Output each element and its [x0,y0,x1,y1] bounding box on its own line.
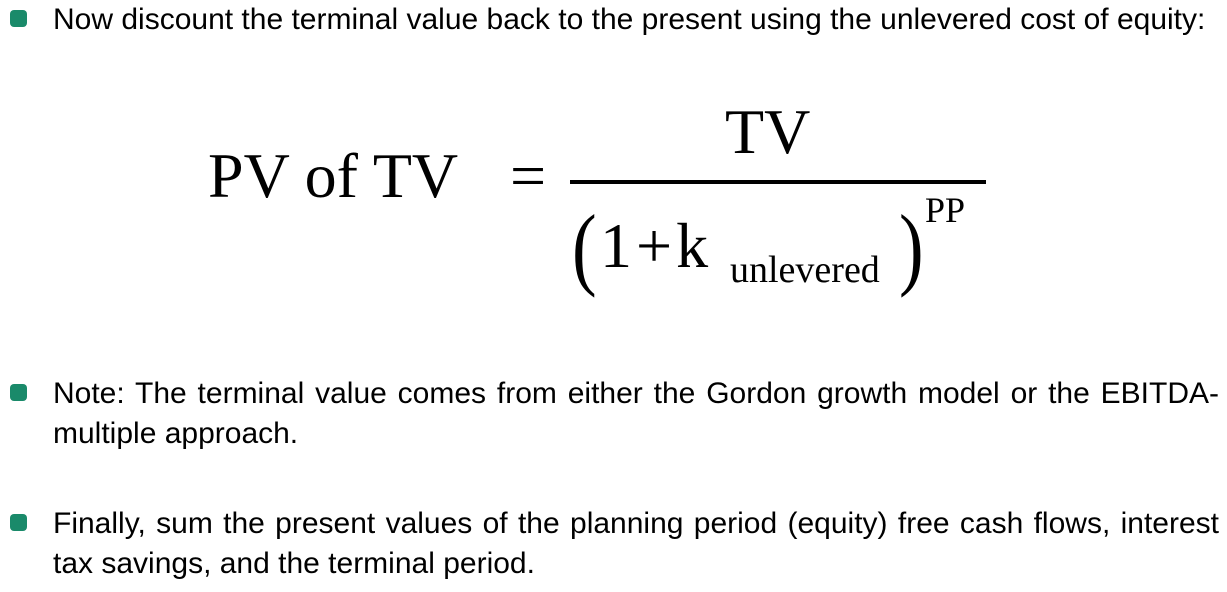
bullet-text: Note: The terminal value comes from either the Gordon growth model or the EBITDA- multiple approach. [53,377,1219,450]
formula-one: 1 [600,210,632,281]
formula-subscript: unlevered [730,249,880,291]
formula-equals: = [510,140,547,211]
formula-exponent: PP [925,190,966,230]
formula-plus: + [636,210,673,281]
bullet-text: Now discount the terminal value back to the present using the unlevered cost of equity: [53,3,1206,36]
close-paren: ) [899,196,924,300]
bullet-icon [10,514,27,531]
bullet-icon [10,384,27,401]
fraction-bar [570,180,986,184]
formula-denominator [600,210,708,282]
open-paren: ( [572,196,597,300]
formula-k: k [676,210,709,281]
bullet-text: Finally, sum the present values of the planning period (equity) free cash flows, interest tax savings, and the terminal period. [53,507,1219,580]
formula-lhs: PV of TV [208,140,459,211]
formula-numerator: TV [725,96,811,167]
